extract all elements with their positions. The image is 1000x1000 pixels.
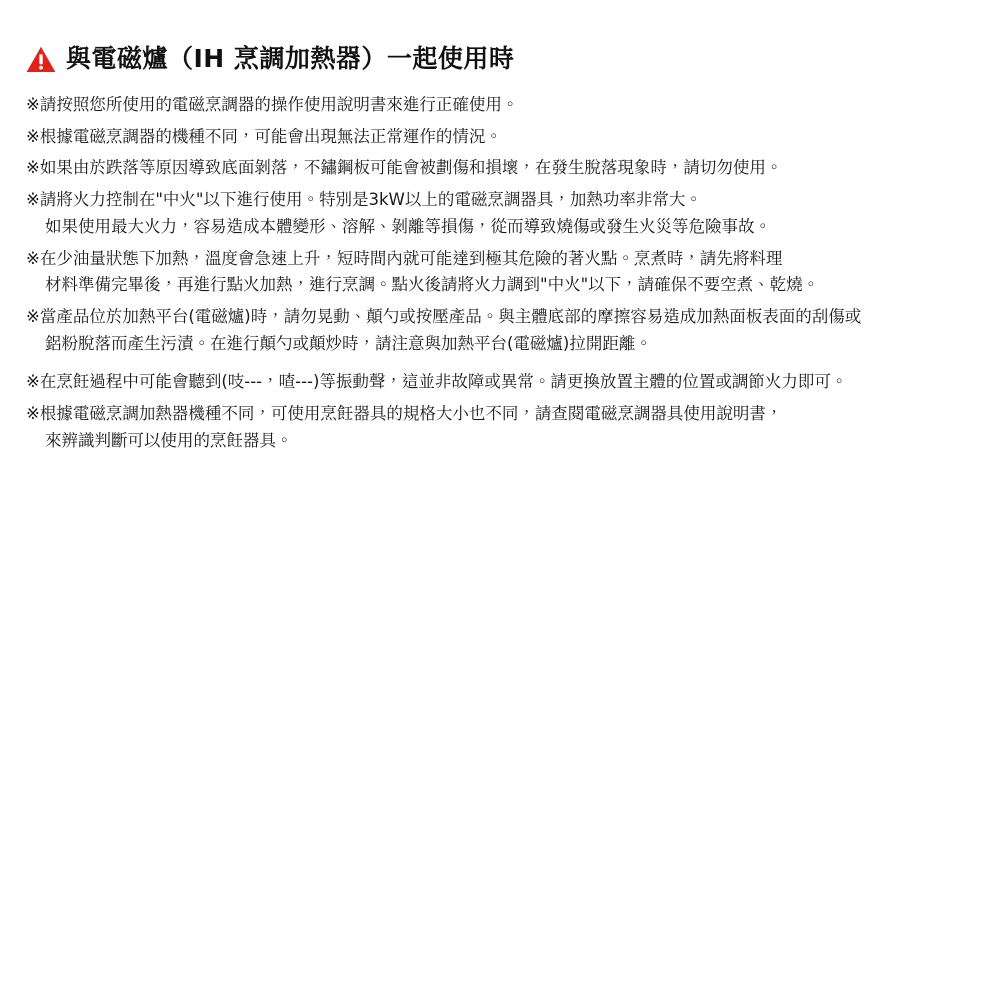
note-line: 來辨識判斷可以使用的烹飪器具。 (45, 430, 293, 450)
note-line: ※在烹飪過程中可能會聽到(吱---，喳---)等振動聲，這並非故障或異常。請更換放置主體的位置或調節火力即可。 (26, 372, 848, 392)
note-item (26, 92, 974, 119)
note-line: ※請按照您所使用的電磁烹調器的操作使用說明書來進行正確使用。 (26, 95, 519, 114)
note-line: 材料準備完畢後，再進行點火加熱，進行烹調。點火後請將火力調到"中火"以下，請確保不要空煮、乾燒。 (45, 275, 820, 295)
note-item (26, 304, 974, 357)
note-line: 鋁粉脫落而產生污漬。在進行顛勺或顛炒時，請注意與加熱平台(電磁爐)拉開距離。 (45, 333, 652, 353)
page-title-text: 與電磁爐（IH 烹調加熱器）一起使用時 (66, 44, 515, 73)
note-line: ※請將火力控制在"中火"以下進行使用。特別是3kW以上的電磁烹調器具，加熱功率非常大。 (26, 190, 702, 210)
note-item (26, 401, 974, 454)
note-line: ※當產品位於加熱平台(電磁爐)時，請勿晃動、顛勺或按壓產品。與主體底部的摩擦容易造成加熱面板表面的刮傷或 (26, 307, 862, 327)
note-line: 如果使用最大火力，容易造成本體變形、溶解、剝離等損傷，從而導致燒傷或發生火災等危險事故。 (45, 216, 771, 236)
note-item (26, 187, 974, 240)
page-title (26, 44, 974, 74)
note-item (26, 246, 974, 299)
note-line: ※根據電磁烹調器的機種不同，可能會出現無法正常運作的情況。 (26, 126, 502, 146)
note-item (26, 155, 974, 182)
note-item (26, 124, 974, 151)
note-item (26, 369, 974, 396)
note-line: ※如果由於跌落等原因導致底面剝落，不鏽鋼板可能會被劃傷和損壞，在發生脫落現象時，請切勿使用。 (26, 158, 783, 178)
note-line: ※在少油量狀態下加熱，溫度會急速上升，短時間內就可能達到極其危險的著火點。烹煮時，請先將料理 (26, 248, 783, 268)
warning-triangle-icon (26, 46, 56, 73)
note-line: ※根據電磁烹調加熱器機種不同，可使用烹飪器具的規格大小也不同，請查閱電磁烹調器具使用說明書， (26, 404, 783, 424)
notes-list (26, 92, 974, 455)
